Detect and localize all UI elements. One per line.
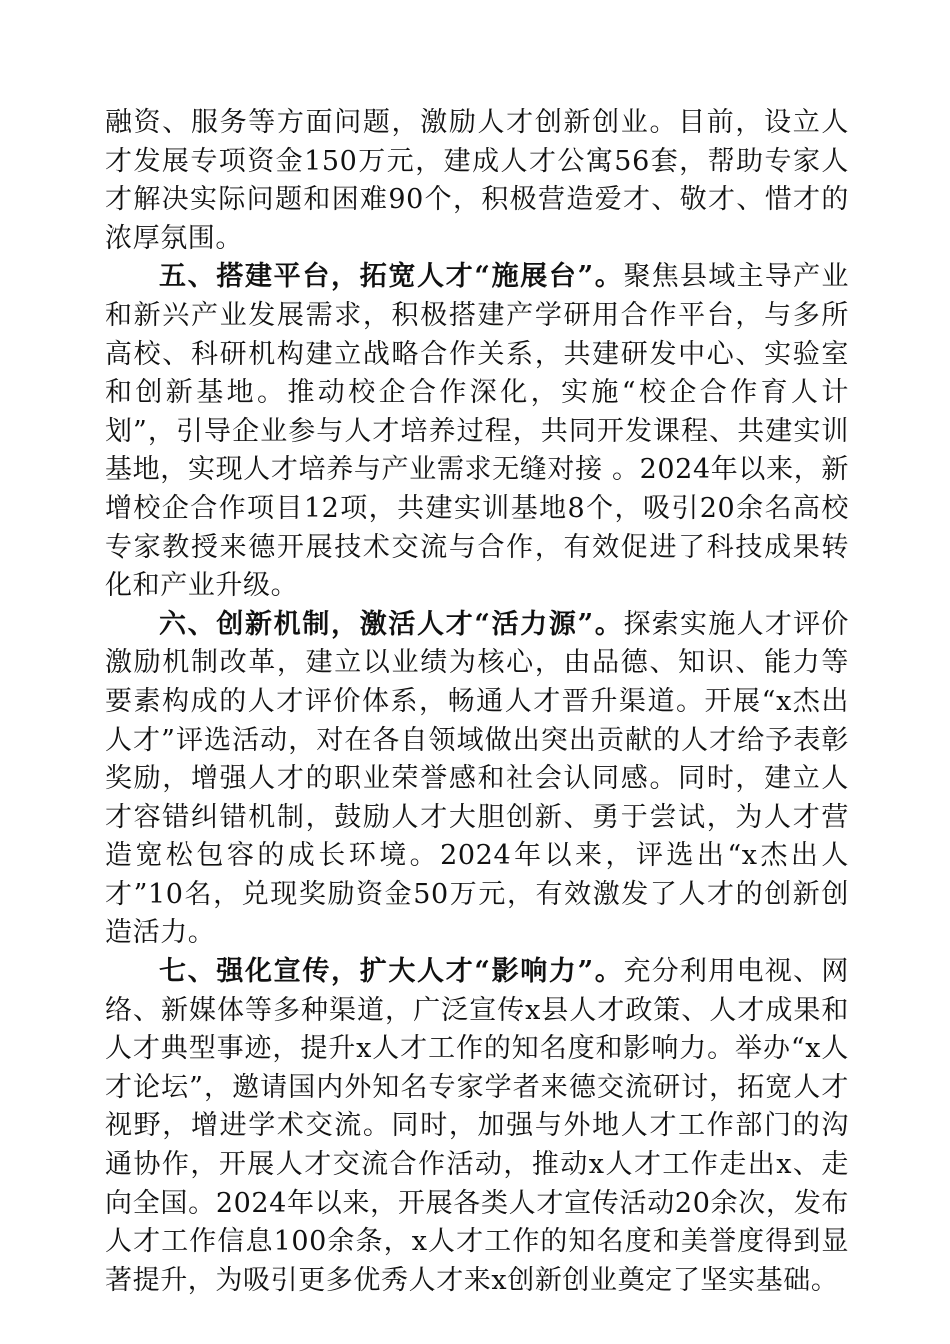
paragraph-body: 充分利用电视、网络、新媒体等多种渠道，广泛宣传x县人才政策、人才成果和人才典型事迹，提升x人才工作的知名度和影响力。举办“x人才论坛”，邀请国内外知名专家学者来德交流研讨，拓宽人才视野，增进学术交流。同时，加强与外地人才工作部门的沟通协作，开展人才交流合作活动，推动x人才工作走出x、走向全国。2024年以来，开展各类人才宣传活动20余次，发布人才工作信息100余条，x人才工作的知名度和美誉度得到显著提升，为吸引更多优秀人才来x创新创业奠定了坚实基础。 bbox=[105, 956, 849, 1296]
paragraph-intro-continuation bbox=[105, 104, 849, 258]
paragraph-section-seven bbox=[105, 953, 849, 1300]
paragraph-section-six bbox=[105, 606, 849, 953]
paragraph-body: 探索实施人才评价激励机制改革，建立以业绩为核心，由品德、知识、能力等要素构成的人才评价体系，畅通人才晋升渠道。开展“x杰出人才”评选活动，对在各自领域做出突出贡献的人才给予表彰奖励，增强人才的职业荣誉感和社会认同感。同时，建立人才容错纠错机制，鼓励人才大胆创新、勇于尝试，为人才营造宽松包容的成长环境。2024年以来，评选出“x杰出人才”10名，兑现奖励资金50万元，有效激发了人才的创新创造活力。 bbox=[105, 608, 849, 949]
paragraph-body: 融资、服务等方面问题，激励人才创新创业。目前，设立人才发展专项资金150万元，建成人才公寓56套，帮助专家人才解决实际问题和困难90个，积极营造爱才、敬才、惜才的浓厚氛围。 bbox=[105, 107, 849, 254]
section-heading-seven: 七、强化宣传，扩大人才“影响力”。 bbox=[159, 956, 624, 988]
document-page bbox=[105, 104, 849, 1300]
paragraph-section-five bbox=[105, 258, 849, 605]
section-heading-six: 六、创新机制，激活人才“活力源”。 bbox=[159, 608, 624, 640]
section-heading-five: 五、搭建平台，拓宽人才“施展台”。 bbox=[159, 261, 624, 293]
paragraph-body: 聚焦县域主导产业和新兴产业发展需求，积极搭建产学研用合作平台，与多所高校、科研机构建立战略合作关系，共建研发中心、实验室和创新基地。推动校企合作深化，实施“校企合作育人计划”，引导企业参与人才培养过程，共同开发课程、共建实训基地，实现人才培养与产业需求无缝对接 。2024年以来，新增校企合作项目12项，共建实训基地8个，吸引20余名高校专家教授来德开展技术交流与合作，有效促进了科技成果转化和产业升级。 bbox=[105, 261, 849, 602]
